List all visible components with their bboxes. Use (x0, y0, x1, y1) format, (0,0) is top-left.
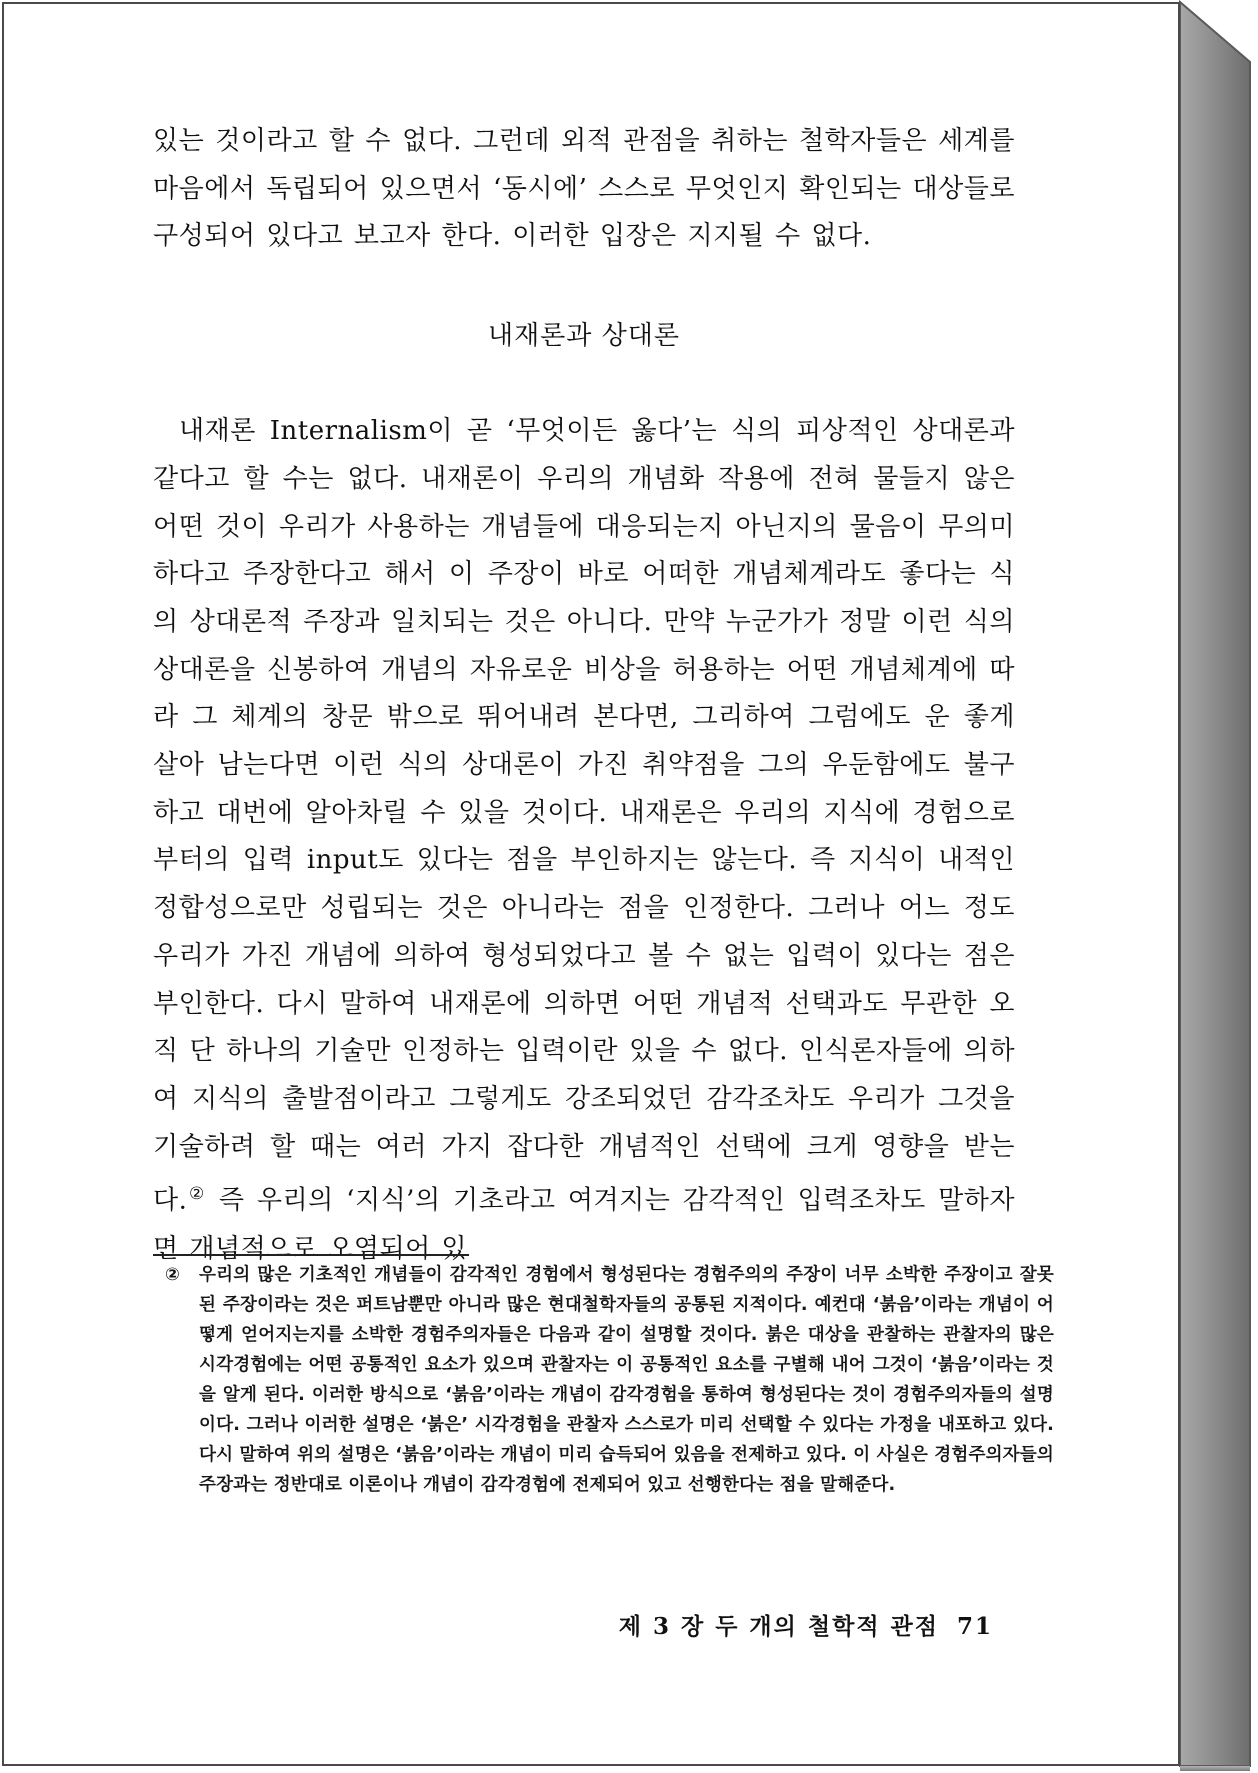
page-body (153, 118, 1015, 1273)
paragraph-2-main: 내재론 Internalism이 곧 ‘무엇이든 옳다’는 식의 피상적인 상대론과 같다고 할 수는 없다. 내재론이 우리의 개념화 작용에 전혀 물들지 않은 어떤 것이 우리가 사용하는 개념들에 대응되는지 아닌지의 물음이 무의미하다고 주장한다고 해서 이 주장이 바로 어떠한 개념체계라도 좋다는 식의 상대론적 주장과 일치되는 것은 아니다. 만약 누군가가 정말 이런 식의 상대론을 신봉하여 개념의 자유로운 비상을 허용하는 어떤 개념체계에 따라 그 체계의 창문 밖으로 뛰어내려 본다면, 그리하여 그럼에도 운 좋게 살아 남는다면 이런 식의 상대론이 가진 취약점을 그의 우둔함에도 불구하고 대번에 알아차릴 수 있을 것이다. 내재론은 우리의 지식에 경험으로부터의 입력 input도 있다는 점을 부인하지는 않는다. 즉 지식이 내적인 정합성으로만 성립되는 것은 아니라는 점을 인정한다. 그러나 어느 정도 우리가 가진 개념에 의하여 형성되었다고 볼 수 없는 입력이 있다는 점은 부인한다. 다시 말하여 내재론에 의하면 어떤 개념적 선택과도 무관한 오직 단 하나의 기술만 인정하는 입력이란 있을 수 없다. 인식론자들에 의하여 지식의 출발점이라고 그렇게도 강조되었던 감각조차도 우리가 그것을 기술하려 할 때는 여러 가지 잡다한 개념적인 선택에 크게 영향을 받는다. (153, 416, 1015, 1217)
footnote-mark: ② (165, 1265, 181, 1285)
paragraph-2 (153, 408, 1015, 1273)
running-footer (619, 1608, 993, 1641)
paragraph-2-tail: 즉 우리의 ‘지식’의 기초라고 여겨지는 감각적인 입력조차도 말하자면 개념적으로 오염되어 있 (153, 1186, 1015, 1264)
footnote-divider (153, 1254, 469, 1256)
chapter-title: 제 3 장 두 개의 철학적 관점 (618, 1613, 939, 1640)
page-number: 71 (956, 1613, 993, 1640)
footnote-text: 우리의 많은 기초적인 개념들이 감각적인 경험에서 형성된다는 경험주의의 주장이 너무 소박한 주장이고 잘못된 주장이라는 것은 퍼트남뿐만 아니라 많은 현대철학자들의 공통된 지적이다. 예컨대 ‘붉음’이라는 개념이 어떻게 얻어지는지를 소박한 경험주의자들은 다음과 같이 설명할 것이다. 붉은 대상을 관찰하는 관찰자의 많은 시각경험에는 어떤 공통적인 요소가 있으며 관찰자는 이 공통적인 요소를 구별해 내어 그것이 ‘붉음’이라는 것을 알게 된다. 이러한 방식으로 ‘붉음’이라는 개념이 감각경험을 통하여 형성된다는 것이 경험주의자들의 설명이다. 그러나 이러한 설명은 ‘붉은’ 시각경험을 관찰자 스스로가 미리 선택할 수 있다는 가정을 내포하고 있다. 다시 말하여 위의 설명은 ‘붉음’이라는 개념이 미리 습득되어 있음을 전제하고 있다. 이 사실은 경험주의자들의 주장과는 정반대로 이론이나 개념이 감각경험에 전제되어 있고 선행한다는 점을 말해준다. (199, 1265, 1054, 1495)
footnote (165, 1260, 1054, 1500)
section-heading: 내재론과 상대론 (487, 321, 681, 352)
footnote-reference: ② (187, 1184, 207, 1205)
paragraph-1: 있는 것이라고 할 수 없다. 그런데 외적 관점을 취하는 철학자들은 세계를 마음에서 독립되어 있으면서 ‘동시에’ 스스로 무엇인지 확인되는 대상들로 구성되어 있다고 보고자 한다. 이러한 입장은 지지될 수 없다. (153, 126, 1015, 252)
